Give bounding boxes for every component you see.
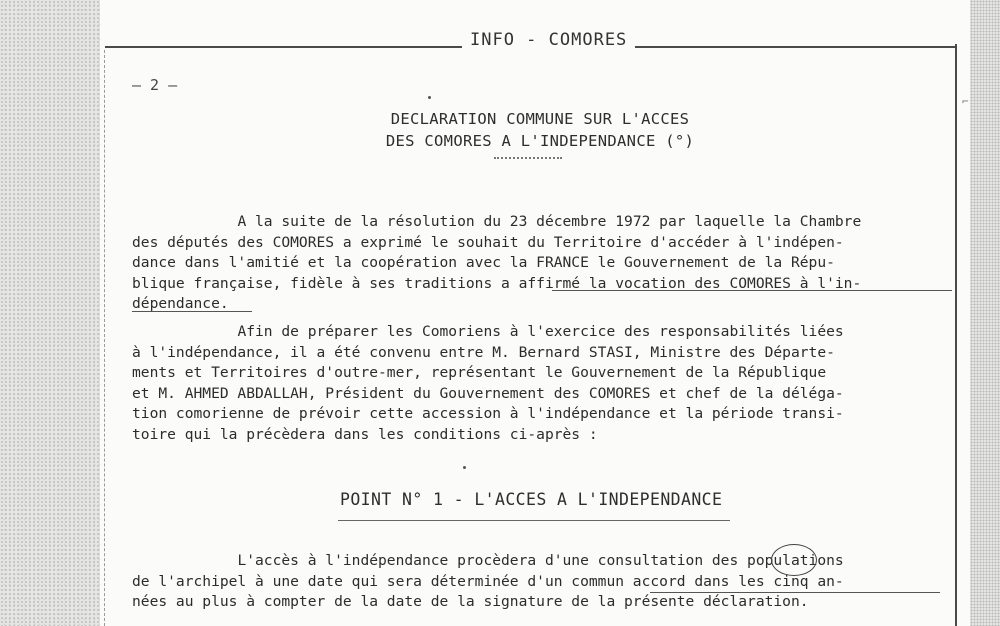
frame-left-rule (104, 50, 105, 626)
margin-mark: ⌐ (962, 95, 969, 108)
handwritten-underline (650, 592, 940, 593)
document-title-line-2: DES COMORES A L'INDEPENDANCE (°) (385, 132, 695, 150)
paragraph-2: Afin de préparer les Comoriens à l'exercice des responsabilités liées à l'indépendance, il a été convenu entre M. Bernard STASI, Ministre des Départe- ments et Territoires d'outre-mer, représentant le Gouvernement de la République et M. AHMED ABDALLAH, Président du Gouvernement des COMORES et chef de la déléga- tion comorienne de prévoir cette accession à l'indépendance et la période transi- toire qui la précèdera dans les conditions ci-après : (132, 323, 844, 443)
handwritten-underline (552, 290, 952, 291)
paragraph-3: L'accès à l'indépendance procèdera d'une consultation des populations de l'archipel à une date qui sera déterminée d'un commun accord dans les cinq an- nées au plus à compter de la date de la signature de la présente déclaration. (132, 552, 844, 611)
scan-margin-right (970, 0, 1000, 626)
title-underline (494, 157, 562, 159)
page-number: – 2 – (132, 76, 178, 94)
ink-dot (428, 96, 431, 99)
section-heading: POINT N° 1 - L'ACCES A L'INDEPENDANCE (340, 490, 723, 509)
section-heading-underline (338, 520, 730, 521)
handwritten-underline (132, 311, 252, 312)
frame-right-rule (955, 44, 957, 626)
paragraph-1: A la suite de la résolution du 23 décembre 1972 par laquelle la Chambre des députés des COMORES a exprimé le souhait du Territoire d'accéder à l'indépen- dance dans l'amitié et la coopération avec la FRANCE le Gouvernement de la Répu- blique française, fidèle à ses traditions a affirmé la vocation des COMORES à l'in- dépendance. (132, 213, 862, 313)
ink-dot (463, 466, 466, 469)
header-title: INFO - COMORES (462, 30, 635, 50)
scan-margin-left (0, 0, 100, 626)
handwritten-circle (771, 544, 817, 576)
document-title-line-1: DECLARATION COMMUNE SUR L'ACCES (390, 110, 690, 128)
